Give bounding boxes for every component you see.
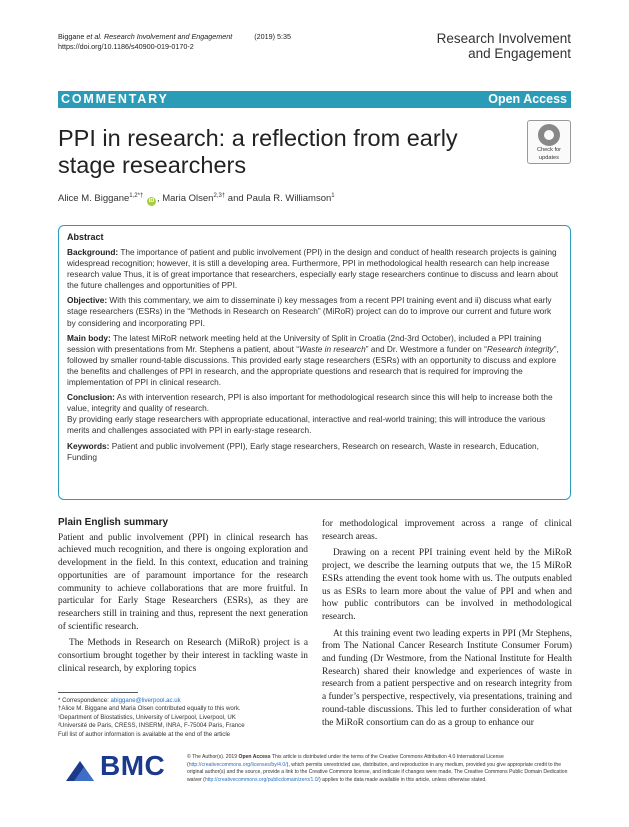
author-list: Alice M. Biggane$^{1,2*\dagger}$ iD , Maria Olsen$^{2,3\dagger}$ and Paula R. Williamson$^1$ bbox=[58, 193, 335, 204]
license-text: © The Author(s). 2019 Open Access This article is distributed under the terms of the Creative Commons Attribution 4.0 International License (http://creativecommons.org/licenses/by/4.0/), which permits unrestricted use, distribution, and reproduction in any medium, provided you give appropriate credit to the original author(s) and the source, provide a link to the Creative Commons license, and indicate if changes were made. The Creative Commons Public Domain Dedication waiver (http://creativecommons.org/publicdomain/zero/1.0/) applies to the data made available in this article, unless otherwise stated. bbox=[187, 754, 568, 783]
abstract-objective: Objective: With this commentary, we aim to disseminate i) key messages from a recent PPI training event and ii) discuss what early stage researchers (ESRs) in the “Methods in Research on Research” (MiRoR) project can do to improve our current and future work by considering and incorporating PPI. bbox=[67, 295, 552, 328]
running-header-citation bbox=[58, 32, 291, 52]
bmc-logo-text: BMC bbox=[100, 750, 166, 781]
abstract-background: Background: The importance of patient and public involvement (PPI) in the design and conduct of health research projects is gaining widespread recognition; however, it is still a developing area. Furthermore, PPI in methodological health research can help increase research value Thus, it is of great importance that researchers, especially early stage researchers continue to discuss and learn about the future challenges and opportunities of PPI. bbox=[67, 247, 559, 291]
orcid-icon[interactable]: iD bbox=[148, 198, 155, 204]
body-paragraph: The Methods in Research on Research (MiRoR) project is a consortium brought together by their interest in tackling waste in clinical research, by exploring topics bbox=[58, 638, 308, 674]
license-link[interactable]: http://creativecommons.org/licenses/by/4.0/ bbox=[188, 761, 287, 768]
equal-contribution-note: †Alice M. Biggane and Maria Olsen contributed equally to this work. bbox=[58, 705, 241, 713]
author-info-note: Full list of author information is available at the end of the article bbox=[58, 730, 231, 738]
citation-year-page: (2019) 5:35 bbox=[254, 32, 291, 41]
author-name: and Paula R. Williamson bbox=[225, 193, 332, 204]
footnotes bbox=[58, 697, 308, 739]
body-paragraph: for methodological improvement across a range of clinical research areas. bbox=[322, 519, 572, 542]
article-title: PPI in research: a reflection from early stage researchers bbox=[58, 125, 458, 178]
footnote-divider bbox=[58, 692, 138, 693]
author-name: , Maria Olsen bbox=[156, 193, 214, 204]
abstract-box bbox=[58, 225, 571, 500]
update-icon bbox=[538, 124, 560, 146]
abstract-main-body: Main body: The latest MiRoR network meeting held at the University of Split in Croatia (2nd-3rd October), included a PPI training session with presentations from Mr. Stephens a patient, about “Waste in research” and Dr. Westmore a funder on “Research integrity”, followed by smaller round-table discussions. This provided early stage researchers (ESRs) with an opportunity to discuss and explore the benefits and challenges of PPI in research, and the appropriate questions and research that is required for improving the implementation of PPI in clinical research. bbox=[67, 332, 559, 388]
affiliation: ¹Department of Biostatistics, University of Liverpool, Liverpool, UK bbox=[58, 713, 236, 721]
email-link[interactable]: abiggane@liverpool.ac.uk bbox=[110, 697, 181, 704]
body-paragraph: Patient and public involvement (PPI) in clinical research has achieved much recognition, and there is ongoing exploration and development in the field. In this context, education and training opportunities are of paramount importance for the research community to achieve collaborations that are more fruitful. In particular for Early Stage Researchers (ESRs), as they are researchers still in training and thus, represent the next generation of scientific research. bbox=[58, 532, 308, 632]
body-column-right bbox=[322, 518, 572, 729]
article-type-banner bbox=[58, 91, 571, 108]
journal-name: Research Involvement and Engagement bbox=[436, 31, 571, 61]
check-for-updates-badge[interactable]: Check for updates bbox=[527, 120, 571, 164]
author-name: Alice M. Biggane bbox=[58, 193, 130, 204]
correspondence: * Correspondence: abiggane@liverpool.ac.uk bbox=[58, 697, 181, 704]
abstract-keywords: Keywords: Patient and public involvement (PPI), Early stage researchers, Research on research, Waste in research, Education, Funding bbox=[67, 440, 539, 462]
waiver-link[interactable]: http://creativecommons.org/publicdomain/zero/1.0/ bbox=[204, 776, 319, 783]
affiliation: ²Université de Paris, CRESS, INSERM, INRA, F-75004 Paris, France bbox=[58, 722, 245, 730]
section-heading: Plain English summary bbox=[58, 517, 169, 528]
citation-line: Biggane et al. Research Involvement and Engagement (2019) 5:35 bbox=[58, 32, 291, 41]
body-paragraph: Drawing on a recent PPI training event held by the MiRoR project, we describe the learning outputs that we, the 15 MiRoR ESRs attending the event took home with us. The outputs enabled us as ESRs to learn more about the value of PPI and when and how public contributors can be involved in methodological research. bbox=[322, 548, 572, 622]
abstract-conclusion: Conclusion: As with intervention research, PPI is also important for methodological research since this will help to increase both the value, integrity and quality of research. bbox=[67, 392, 553, 414]
open-access-label: Open Access bbox=[488, 92, 567, 106]
abstract-heading: Abstract bbox=[67, 232, 104, 242]
abstract-conclusion-2: By providing early stage researchers with appropriate educational, interactive and real-world training; this will introduce the various merits and challenges associated with PPI in early-stage research. bbox=[67, 414, 546, 436]
article-type: COMMENTARY bbox=[61, 92, 169, 106]
body-paragraph: At this training event two leading experts in PPI (Mr Stephens, from The National Cancer Research Institute Consumer Forum) and funding (Dr Westmore, from the National Institute for Health Research) shared their knowledge and experiences of waste in research from a patient perspective and on research integrity from a funder’s perspective, respectively, via presentations, training and round-table discussions. This led to further consideration of what the MiRoR consortium can do as a group to enhance our bbox=[322, 628, 572, 728]
doi-link[interactable]: https://doi.org/10.1186/s40900-019-0170-2 bbox=[58, 42, 194, 51]
citation-journal: et al. Research Involvement and Engagement bbox=[86, 32, 233, 41]
body-column-left bbox=[58, 517, 308, 675]
